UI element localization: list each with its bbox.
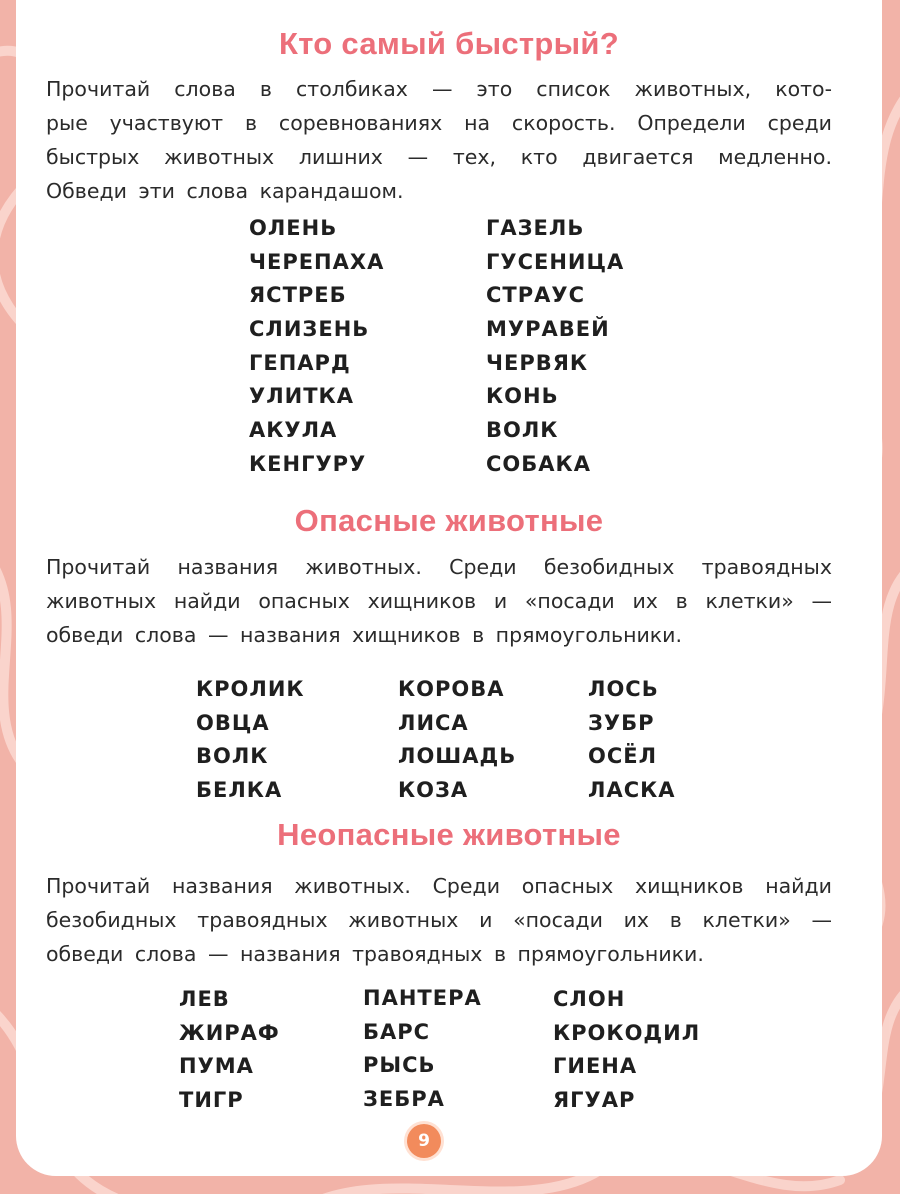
word-column-3 <box>588 673 676 808</box>
animal-word[interactable]: ОЛЕНЬ <box>249 216 338 240</box>
word-column-1 <box>179 983 280 1118</box>
animal-word[interactable]: КРОКОДИЛ <box>553 1020 701 1045</box>
animal-word[interactable]: КОЗА <box>398 778 469 803</box>
animal-word[interactable]: ЗУБР <box>588 710 655 735</box>
animal-word[interactable]: УЛИТКА <box>249 384 354 409</box>
animal-word[interactable]: СОБАКА <box>486 451 591 476</box>
animal-word[interactable]: ОСЁЛ <box>588 744 658 769</box>
word-column-1 <box>196 673 305 808</box>
animal-word[interactable]: ГАЗЕЛЬ <box>486 216 585 240</box>
instruction-paragraph-harmless <box>46 869 832 971</box>
animal-word[interactable]: ЗЕБРА <box>363 1087 445 1112</box>
word-column-2 <box>398 673 516 808</box>
paragraph-line: Обведи эти слова карандашом. <box>46 179 404 203</box>
animal-word[interactable]: ЛИСА <box>398 710 469 735</box>
animal-word[interactable]: ВОЛК <box>196 744 269 769</box>
animal-word[interactable]: КРОЛИК <box>196 677 305 701</box>
animal-word[interactable]: ЧЕРВЯК <box>486 350 589 375</box>
animal-word[interactable]: ПАНТЕРА <box>363 986 482 1010</box>
animal-word[interactable]: ЛАСКА <box>588 778 676 803</box>
word-column-3 <box>553 983 700 1118</box>
animal-word[interactable]: ВОЛК <box>486 418 559 443</box>
paragraph-line: обведи слова — названия травоядных в прямоугольники. <box>46 942 704 966</box>
word-column-2 <box>363 982 482 1117</box>
animal-word[interactable]: ЯГУАР <box>553 1088 636 1113</box>
animal-word[interactable]: ГИЕНА <box>553 1054 638 1079</box>
paragraph-line: животных найди опасных хищников и «посади их в клетки» — <box>46 589 832 613</box>
section-title-harmless: Неопасные животные <box>277 817 621 852</box>
animal-word[interactable]: ЛЕВ <box>179 987 230 1011</box>
section-title-fastest: Кто самый быстрый? <box>278 26 620 61</box>
paragraph-line: Прочитай названия животных. Среди безобидных травоядных <box>46 555 832 579</box>
animal-word[interactable]: РЫСЬ <box>363 1053 436 1078</box>
paragraph-line: безобидных травоядных животных и «посади их в клетки» — <box>46 908 832 932</box>
animal-word[interactable]: ГЕПАРД <box>249 350 351 375</box>
animal-word[interactable]: КОНЬ <box>486 384 559 409</box>
animal-word[interactable]: БАРС <box>363 1019 431 1044</box>
paragraph-line: Прочитай слова в столбиках — это список животных, кото- <box>46 77 832 101</box>
page-number-badge: 9 <box>407 1124 441 1158</box>
animal-word[interactable]: БЕЛКА <box>196 778 283 803</box>
animal-word[interactable]: ЧЕРЕПАХА <box>249 249 385 274</box>
animal-word[interactable]: ЖИРАФ <box>179 1020 280 1045</box>
paragraph-line: рые участвуют в соревнованиях на скорость. Определи среди <box>46 111 832 135</box>
animal-word[interactable]: КОРОВА <box>398 677 505 701</box>
word-column-2 <box>486 212 624 482</box>
animal-word[interactable]: СЛОН <box>553 987 626 1011</box>
instruction-paragraph-dangerous <box>46 550 832 652</box>
section-title-dangerous: Опасные животные <box>294 503 604 538</box>
animal-word[interactable]: АКУЛА <box>249 418 338 443</box>
animal-word[interactable]: МУРАВЕЙ <box>486 317 610 342</box>
animal-word[interactable]: ЛОСЬ <box>588 677 659 701</box>
instruction-paragraph-fastest <box>46 72 832 208</box>
paragraph-line: быстрых животных лишних — тех, кто двигается медленно. <box>46 145 832 169</box>
paragraph-line: обведи слова — названия хищников в прямоугольники. <box>46 623 683 647</box>
animal-word[interactable]: ГУСЕНИЦА <box>486 249 625 274</box>
animal-word[interactable]: СТРАУС <box>486 283 585 308</box>
animal-word[interactable]: ПУМА <box>179 1054 254 1079</box>
animal-word[interactable]: ОВЦА <box>196 710 270 735</box>
paragraph-line: Прочитай названия животных. Среди опасных хищников найди <box>46 874 832 898</box>
animal-word[interactable]: КЕНГУРУ <box>249 451 367 476</box>
animal-word[interactable]: ЛОШАДЬ <box>398 744 517 769</box>
page-sheet <box>16 0 882 1176</box>
word-column-1 <box>249 212 384 482</box>
animal-word[interactable]: ТИГР <box>179 1088 244 1113</box>
animal-word[interactable]: ЯСТРЕБ <box>249 283 347 308</box>
animal-word[interactable]: СЛИЗЕНЬ <box>249 317 370 342</box>
